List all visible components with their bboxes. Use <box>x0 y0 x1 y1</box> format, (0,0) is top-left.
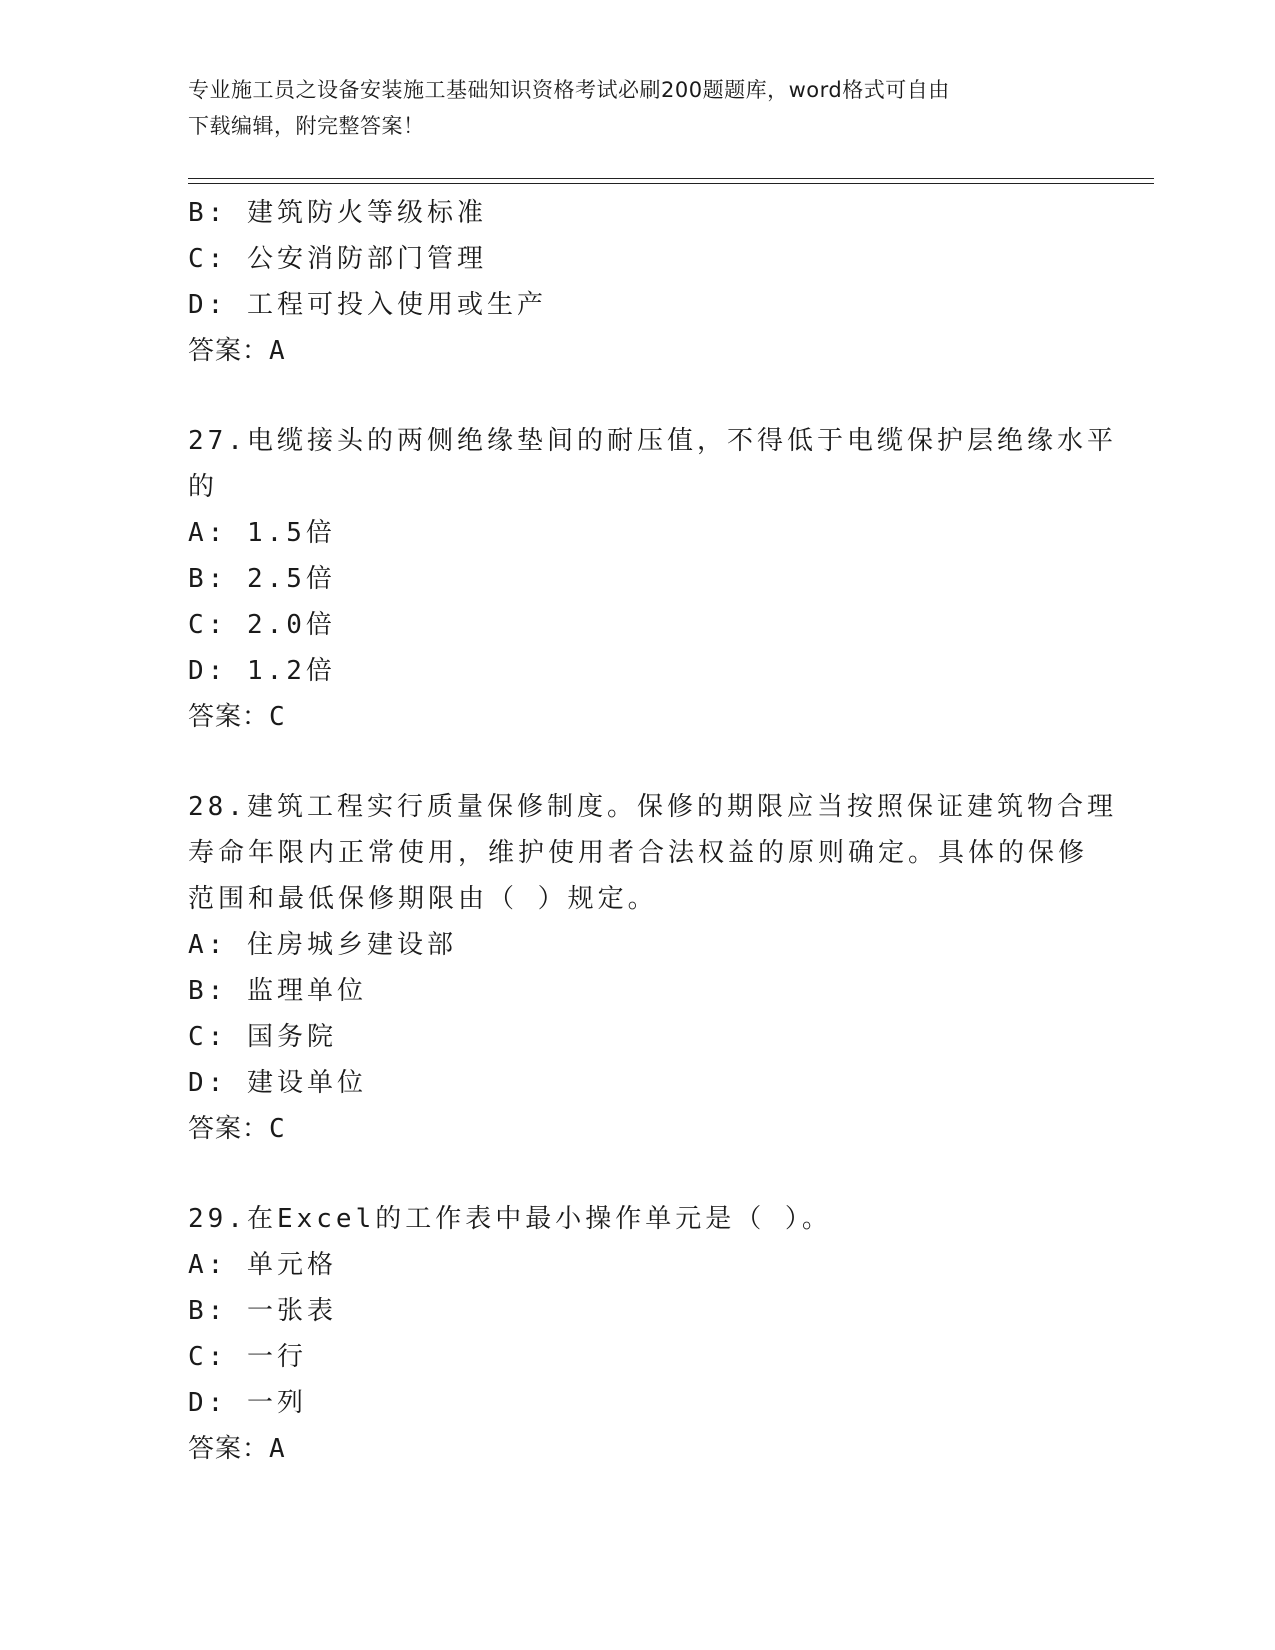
question-text-line: 范围和最低保修期限由（ ）规定。 <box>188 884 658 914</box>
header-divider-top <box>188 178 1154 179</box>
question-list <box>188 190 1117 1472</box>
answer-line <box>188 1106 1088 1152</box>
answer-value: C <box>269 1114 286 1144</box>
spacer <box>188 1152 1088 1196</box>
option-b: B: 2.5倍 <box>188 564 336 594</box>
header-divider-bottom <box>188 183 1154 184</box>
answer-line <box>188 328 1088 374</box>
spacer <box>188 740 1088 784</box>
option-b: B: 监理单位 <box>188 976 367 1006</box>
option-a: A: 1.5倍 <box>188 518 336 548</box>
answer-value: A <box>269 1434 286 1464</box>
header-title-line-2: 下载编辑，附完整答案！ <box>188 114 425 138</box>
answer-line <box>188 1426 1088 1472</box>
answer-value: A <box>269 336 286 366</box>
answer-label: 答案： <box>188 336 270 366</box>
question-28 <box>188 784 1117 1152</box>
option-c: C: 2.0倍 <box>188 610 336 640</box>
question-27 <box>188 418 1117 740</box>
option-c: C: 一行 <box>188 1342 307 1372</box>
answer-label: 答案： <box>188 1114 270 1144</box>
option-a: A: 单元格 <box>188 1250 337 1280</box>
question-fragment <box>188 190 1088 374</box>
question-text-line: 28.建筑工程实行质量保修制度。保修的期限应当按照保证建筑物合理 <box>188 792 1117 822</box>
answer-label: 答案： <box>188 1434 270 1464</box>
spacer <box>188 374 1088 418</box>
option-c: C: 国务院 <box>188 1022 337 1052</box>
option-a: A: 住房城乡建设部 <box>188 930 457 960</box>
answer-line <box>188 694 1088 740</box>
option-d: D: 建设单位 <box>188 1068 367 1098</box>
answer-value: C <box>269 702 286 732</box>
option-c: C: 公安消防部门管理 <box>188 244 487 274</box>
header-title-line-1: 专业施工员之设备安装施工基础知识资格考试必刷200题题库，word格式可自由 <box>188 78 950 102</box>
question-text-line: 的 <box>188 472 219 502</box>
question-text-line: 29.在Excel的工作表中最小操作单元是（ ）。 <box>188 1204 832 1234</box>
option-b: B: 一张表 <box>188 1296 337 1326</box>
option-d: D: 1.2倍 <box>188 656 336 686</box>
option-d: D: 工程可投入使用或生产 <box>188 290 547 320</box>
document-header <box>188 72 1068 144</box>
question-text-line: 寿命年限内正常使用，维护使用者合法权益的原则确定。具体的保修 <box>188 838 1089 868</box>
answer-label: 答案： <box>188 702 270 732</box>
option-b: B: 建筑防火等级标准 <box>188 198 487 228</box>
question-text-line: 27.电缆接头的两侧绝缘垫间的耐压值，不得低于电缆保护层绝缘水平 <box>188 426 1117 456</box>
question-29 <box>188 1196 1088 1472</box>
option-d: D: 一列 <box>188 1388 307 1418</box>
